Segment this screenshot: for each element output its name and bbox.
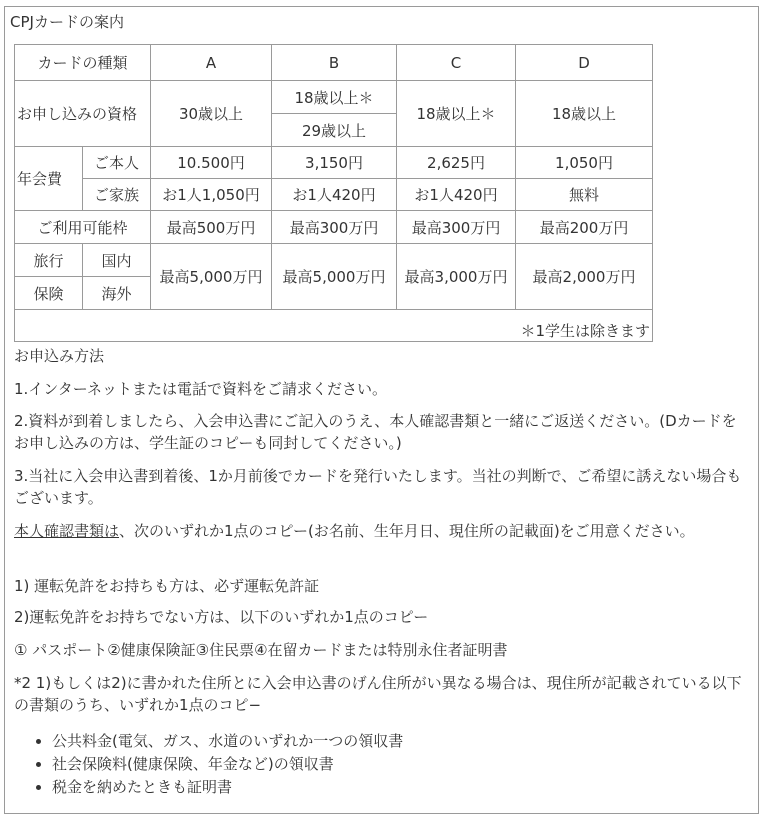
list-item: • 社会保険料(健康保険、年金など)の領収書 [52, 753, 714, 776]
id-documents-term: 本人確認書類は [14, 522, 120, 540]
credit-d: 最高200万円 [516, 211, 653, 244]
insurance-label: 保険 [15, 277, 83, 310]
card-a-header: A [151, 45, 272, 81]
travel-label: 旅行 [15, 244, 83, 277]
family-label: ご家族 [83, 179, 151, 211]
card-b-header: B [272, 45, 397, 81]
annual-fee-label: 年会費 [15, 147, 83, 211]
application-step-1: 1.インターネットまたは電話で資料をご請求ください。 [14, 380, 387, 398]
fee-family-c: お1人420円 [397, 179, 516, 211]
insurance-c: 最高3,000万円 [397, 244, 516, 310]
credit-c: 最高300万円 [397, 211, 516, 244]
table-row-credit [15, 211, 653, 244]
table-row-fee-self [15, 147, 653, 179]
fee-self-a: 10.500円 [151, 147, 272, 179]
overseas-label: 海外 [83, 277, 151, 310]
card-type-label: カードの種類 [15, 45, 151, 81]
fee-self-c: 2,625円 [397, 147, 516, 179]
card-d-header: D [516, 45, 653, 81]
application-heading: お申込み方法 [14, 347, 105, 365]
fee-family-b: お1人420円 [272, 179, 397, 211]
table-row-eligibility [15, 81, 653, 114]
id-documents-paragraph [14, 520, 744, 542]
eligibility-c: 18歳以上＊ [397, 81, 516, 147]
insurance-d: 最高2,000万円 [516, 244, 653, 310]
eligibility-a: 30歳以上 [151, 81, 272, 147]
insurance-b: 最高5,000万円 [272, 244, 397, 310]
table-row-fee-family [15, 179, 653, 211]
credit-a: 最高500万円 [151, 211, 272, 244]
address-documents-list [14, 730, 714, 799]
table-row-insurance-domestic [15, 244, 653, 277]
address-note: *2 1)もしくは2)に書かれた住所とに入会申込書のげん住所がい異なる場合は、現住所が記載されている以下の書類のうち、いずれか1点のコピ− [14, 674, 742, 714]
application-step-3: 3.当社に入会申込書到着後、1か月前後でカードを発行いたします。当社の判断で、ご希望に誘えない場合もございます。 [14, 467, 742, 507]
domestic-label: 国内 [83, 244, 151, 277]
table-row-card-type [15, 45, 653, 81]
eligibility-b-top: 18歳以上＊ [272, 81, 397, 114]
list-item: • 税金を納めたときも証明書 [52, 776, 714, 799]
document-title: CPJカードの案内 [10, 13, 124, 31]
list-item: • 公共料金(電気、ガス、水道のいずれか一つの領収書 [52, 730, 714, 753]
table-row-footnote [15, 310, 653, 342]
insurance-a: 最高5,000万円 [151, 244, 272, 310]
eligibility-label: お申し込みの資格 [15, 81, 151, 147]
id-documents-description: 、次のいずれか1点のコピー(お名前、生年月日、現住所の記載面)をご用意ください。 [119, 522, 695, 540]
id-option-2-list: ① パスポート②健康保険証③住民票④在留カードまたは特別永住者証明書 [14, 641, 508, 659]
id-option-1: 1) 運転免許をお持ちも方は、必ず運転免許証 [14, 577, 320, 595]
credit-b: 最高300万円 [272, 211, 397, 244]
fee-self-b: 3,150円 [272, 147, 397, 179]
eligibility-b-bottom: 29歳以上 [272, 114, 397, 147]
self-label: ご本人 [83, 147, 151, 179]
credit-label: ご利用可能枠 [15, 211, 151, 244]
fee-self-d: 1,050円 [516, 147, 653, 179]
fee-family-d: 無料 [516, 179, 653, 211]
fee-family-a: お1人1,050円 [151, 179, 272, 211]
card-c-header: C [397, 45, 516, 81]
table-footnote: ＊1学生は除きます [15, 310, 653, 342]
eligibility-d: 18歳以上 [516, 81, 653, 147]
application-step-2: 2.資料が到着しましたら、入会申込書にご記入のうえ、本人確認書類と一緒にご返送ください。(Dカードをお申し込みの方は、学生証のコピーも同封してください。) [14, 412, 737, 452]
id-option-2: 2)運転免許をお持ちでない方は、以下のいずれか1点のコピー [14, 608, 429, 626]
card-comparison-table [14, 44, 653, 342]
